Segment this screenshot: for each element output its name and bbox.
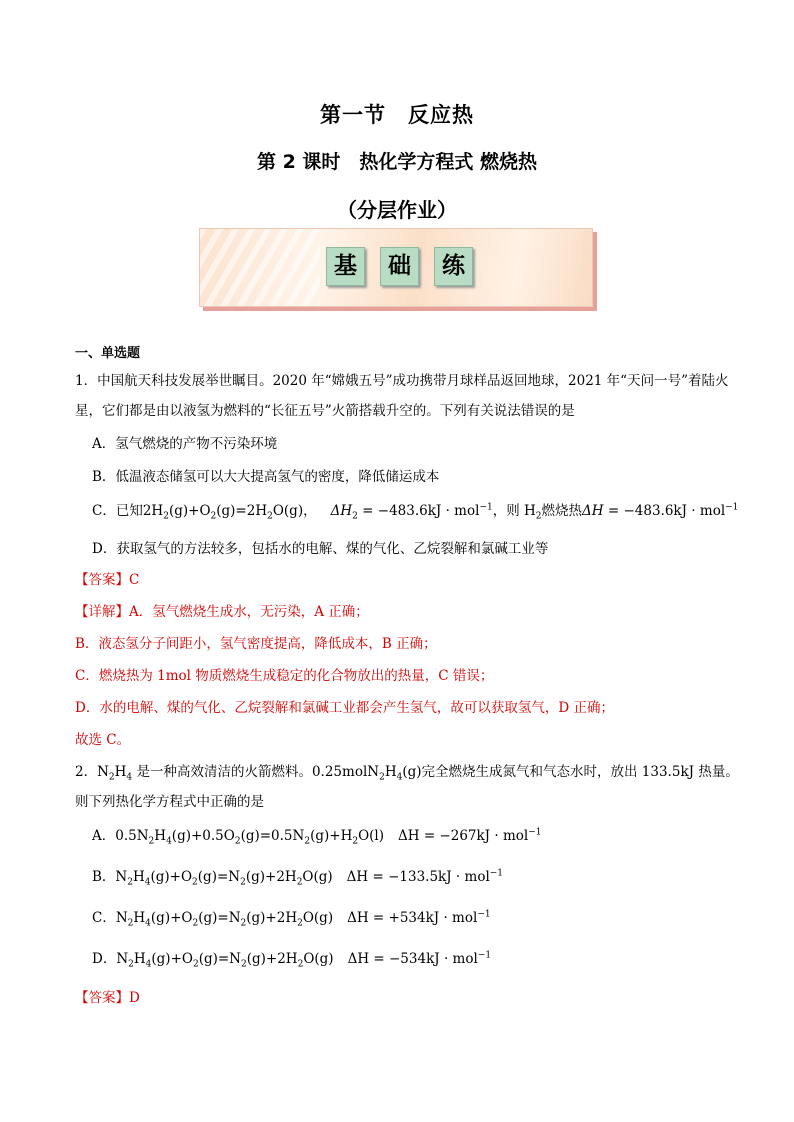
q2-option-b-label: B．: [92, 869, 116, 885]
q1-option-c-dh2: = −483.6kJ · mol: [607, 503, 726, 519]
q1-explain-line3: C．燃烧热为 1mol 物质燃烧生成稳定的化合物放出的热量，C 错误；: [75, 668, 494, 684]
q1-explain-line4: D．水的电解、煤的气化、乙烷裂解和氯碱工业都会产生氢气，故可以获取氢气，D 正确；: [75, 700, 614, 716]
q2-option-c-label: C．: [92, 910, 116, 926]
q2-option-c: C．$N_2H_4(g)+O_2(g)=N_2(g)+2H_2O(g) \Delta H = +534kJ \cdot mol^{-1}$: [92, 909, 491, 929]
q2-answer-label: 【答案】: [75, 990, 129, 1006]
q1-answer: [75, 568, 139, 588]
q1-explain-line5: 故选 C。: [75, 732, 131, 748]
q2-option-a-dh: ΔH = −267kJ · mol: [398, 828, 529, 844]
q2-option-d-dh: ΔH = −534kJ · mol: [347, 951, 478, 967]
q1-option-a: A．氢气燃烧的产物不污染环境: [92, 436, 278, 452]
q2-option-a-label: A．: [92, 828, 116, 844]
section-heading: 一、单选题: [75, 346, 141, 361]
q1-option-b: B．低温液态储氢可以大大提高氢气的密度，降低储运成本: [92, 469, 440, 485]
q1-option-c-dh: = −483.6kJ · mol: [362, 503, 480, 519]
q2-stem-tail: (g)完全燃烧生成氮气和气态水时，放出 133.5kJ 热量。: [402, 764, 739, 780]
q2-stem-rest: 是一种高效清洁的火箭燃料。0.25molN: [136, 764, 380, 780]
q2-stem-line1: 2．$N_2H_4$ 是一种高效清洁的火箭燃料。$0.25molN_2H_4(g)$完全燃烧生成氮气和气态水时，放出 133.5kJ 热量。: [75, 764, 739, 783]
page-title: 第一节 反应热: [320, 103, 474, 127]
q1-answer-label: 【答案】: [75, 572, 129, 588]
banner-stripes: [200, 229, 320, 306]
q2-answer-value: D: [129, 990, 140, 1006]
q2-option-b-dh: ΔH = −133.5kJ · mol: [346, 869, 490, 885]
q1-option-c-exp1: −1: [479, 502, 493, 513]
q1-option-c-prefix: C．已知: [92, 503, 143, 519]
q2-answer: [75, 986, 140, 1006]
q1-stem-line1: 1．中国航天科技发展举世瞩目。2020 年“嫦娥五号”成功携带月球样品返回地球，2021 年“天问一号”着陆火: [75, 373, 729, 389]
homework-label: （分层作业）: [337, 198, 457, 222]
q1-stem-line2: 星，它们都是由以液氢为燃料的“长征五号”火箭搭载升空的。下列有关说法错误的是: [75, 403, 575, 419]
banner-char-1: 基: [326, 247, 365, 286]
q1-option-c-middle: ，则 H: [492, 503, 536, 519]
q1-option-c-mid-after: 燃烧热: [541, 503, 583, 519]
q1-option-c-exp2: −1: [725, 502, 739, 513]
lesson-subtitle: 第 2 课时 热化学方程式 燃烧热: [256, 151, 538, 173]
q1-option-d: D．获取氢气的方法较多，包括水的电解、煤的气化、乙烷裂解和氯碱工业等: [92, 541, 549, 557]
q2-option-d-label: D．: [92, 951, 117, 967]
q1-explain-line2: B．液态氢分子间距小，氢气密度提高，降低成本，B 正确；: [75, 636, 437, 652]
q2-option-b: B．$N_2H_4(g)+O_2(g)=N_2(g)+2H_2O(g) \Delta H = -133.5kJ \cdot mol^{-1}$: [92, 868, 504, 888]
basic-practice-banner: [199, 228, 593, 307]
q1-explain-label: 【详解】: [75, 604, 129, 620]
q2-stem-line2: 则下列热化学方程式中正确的是: [75, 794, 264, 810]
q2-option-c-dh: ΔH = +534kJ · mol: [347, 910, 478, 926]
q1-answer-value: C: [129, 572, 140, 588]
q1-explain-line1: A．氢气燃烧生成水，无污染，A 正确；: [129, 604, 369, 620]
q2-option-d: D．$N_2H_4(g)+O_2(g)=N_2(g)+2H_2O(g) \Delta H = -534kJ \cdot mol^{-1}$: [92, 950, 492, 970]
q1-option-c: C．已知$2H_2(g)+O_2(g)=2H_2O(g)$， $\Delta H_2 = -483.6kJ \cdot mol^{-1}$，则 $H_2$燃烧热ΔH = −483.6kJ · mol$^{-1}$: [92, 502, 739, 522]
banner-char-2: 础: [380, 247, 419, 286]
banner-char-3: 练: [434, 247, 473, 286]
q2-option-a: A．$0.5N_2H_4(g)+0.5O_2(g)=0.5N_2(g)+H_2O(l) \Delta H = -267kJ \cdot mol^{-1}$: [92, 827, 542, 847]
q1-explain-a: [75, 600, 369, 620]
